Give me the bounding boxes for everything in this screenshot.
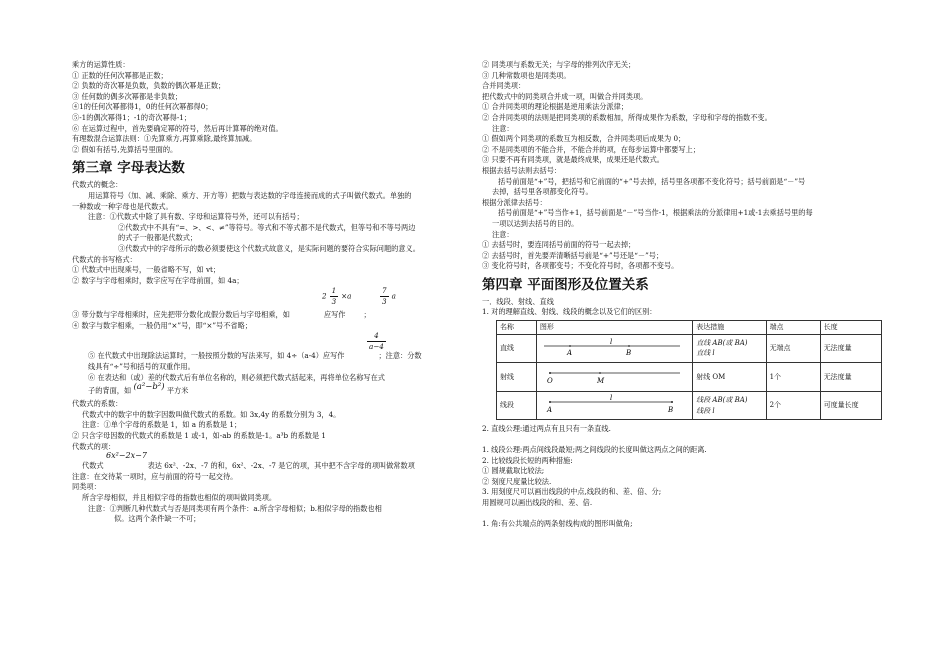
table-cell-method: 直线 AB(或 BA) 直线 l	[693, 334, 766, 363]
def-note-2: ②代数式中不具有“=、>、<、≠”等符号。等式和不等式都不是代数式，但等号和不等号两边	[118, 222, 416, 232]
segment-compass: 用圆规可以画出线段的和、差、倍.	[482, 498, 593, 507]
term-2: 注意：在交待某一项时，应与前面的符号一起交待。	[72, 471, 238, 481]
write-rule-5: ⑤ 在代数式中出现除法运算时，一般按照分数的写法来写，如 4÷（a-4）应写作 ；注意：分数	[88, 351, 422, 361]
figure-label-l: l	[609, 393, 613, 402]
like-terms-2: 注意：①判断几种代数式与否是同类项有两个条件：a.所含字母相似；b.相似字母的指数也相	[88, 503, 382, 513]
def-note-3: ③代数式中的字母所示的数必须要使这个代数式故意义，是实际问题的要符合实际问题的意义。	[118, 243, 420, 253]
like-terms-1: 所含字母相似，并且相似字母的指数也相似的项叫做同类项。	[82, 493, 277, 502]
coef-1: 代数式中的数字中的数字因数叫做代数式的系数。如 3x,4y 的系数分别为 3，4。	[82, 409, 341, 419]
term-1: 代数式 表达 6x²、-2x、-7 的和，6x²、-2x、-7 是它的项，其中把不含字母的项叫做常数项	[82, 461, 415, 471]
segment-diagram	[540, 393, 684, 415]
like-note-3: ③ 几种常数项也是同类项。	[482, 70, 571, 80]
merge-title: 合并同类项：	[482, 81, 526, 91]
dist-rule-2: 一项以达到去括号的目的。	[492, 218, 579, 228]
coef-3: ② 只含字母因数的代数式的系数是 1 或-1，如-ab 的系数是-1。a³b 的系数是 1	[72, 431, 327, 441]
bracket-rule-2: 去掉，括号里各项都变化符号。	[492, 187, 593, 197]
coef-2: 注意：①单个字母的系数是 1，如 a 的系数是 1；	[82, 420, 242, 430]
def-body-1: 用运算符号（加、减、乘除、乘方、开方等）把数与表达数的字母连接而成的式子叫做代数式。单独的	[88, 190, 412, 200]
table-cell-length: 无法度量	[820, 363, 881, 392]
angle-definition: 1. 角:有公共端点的两条射线构成的图形叫做角;	[482, 518, 633, 528]
figure-label-B: B	[667, 405, 674, 414]
merge-rule-1: ① 合并同类项的理论根据是逆用乘法分派律；	[482, 102, 629, 112]
def-note-2b: 的式子一般都是代数式；	[118, 233, 198, 243]
pow-rule-3: ③ 任何数的偶多次幂都是非负数；	[72, 91, 183, 101]
table-row	[497, 334, 882, 363]
pow-rule-4: ④1的任何次幂都得1，0的任何次幂都得0；	[72, 102, 213, 112]
segment-compare-title: 2. 比较线段长短的两种措施:	[482, 455, 573, 465]
like-terms-title: 同类项：	[72, 482, 101, 492]
figure-label-l: l	[609, 337, 613, 346]
table-row	[497, 391, 882, 420]
write-rule-2: ② 数字与字母相乘时，数字应写在字母前面，如 4a；	[72, 275, 244, 285]
write-format-title: 代数式的书写格式：	[72, 254, 137, 264]
bracket-note-3: ③ 变化符号时，各项都变号；不变化符号时，各项都不变号。	[482, 261, 679, 271]
like-terms-3: 似。这两个条件缺一不可；	[114, 514, 201, 524]
def-note-1: 注意：①代数式中除了具有数、字母和运算符号外，还可以有括号；	[88, 212, 304, 222]
ray-figure	[536, 363, 692, 392]
figure-label-M: M	[596, 377, 605, 386]
merge-note-3: ③ 只要不再有同类项，就是最终成果，成果还是代数式。	[482, 155, 664, 165]
improper-fraction: $\frac{7}{3}$	[382, 286, 387, 307]
dist-rule-1: 括号前面是“+”号当作+1，括号前面是“－”号当作-1，根据乘法的分派律用+1或-1去乘括号里的每	[498, 208, 813, 218]
right-column	[482, 60, 882, 529]
table-header: 图形	[536, 321, 692, 335]
segment-ruler: 3. 用刻度尺可以画出线段的中点,线段的和、差、倍、分;	[482, 487, 662, 497]
pow-rule-2: ② 负数的奇次幂是负数，负数的偶次幂是正数；	[72, 81, 226, 91]
mixed-number-formula: 2 $\frac{1}{3}$ ×a	[322, 286, 352, 307]
pow-rule-5: ⑤-1的偶次幂得1；-1的奇次幂得-1；	[72, 112, 192, 122]
write-rule-3-formula-row	[72, 286, 477, 310]
bracket-note-1: ① 去括号时，要连同括号前面的符号一起去掉；	[482, 240, 636, 250]
segment-axiom: 1. 线段公理:两点间线段最短;两之间线段的长度叫做这两点之间的距离.	[482, 445, 707, 455]
pow-rules-title: 乘方的运算性质：	[72, 60, 130, 69]
section-1-item-1: 1. 对的理解直线、射线、线段的概念以及它们的区别：	[482, 307, 657, 317]
term-title: 代数式的项：	[72, 441, 116, 451]
figure-label-A: A	[566, 348, 572, 357]
bracket-note-2: ② 去括号时，首先要弄清晰括号前是“+”号还是“－”号；	[482, 250, 664, 260]
merge-note-title: 注意：	[492, 123, 514, 133]
bracket-rule-title: 根据去括号法则去括号：	[482, 165, 562, 175]
segment-figure	[536, 391, 692, 420]
table-cell-method: 射线 OM	[693, 363, 766, 392]
figure-label-B: B	[625, 348, 632, 357]
write-rule-1: ① 代数式中出现乘号，一般省略不写，如 vt；	[72, 265, 221, 275]
chapter-3-heading: 第三章 字母表达数	[72, 160, 185, 177]
write-rule-5-cont: 线具有“÷”号和括号的双重作用。	[88, 362, 195, 372]
line-axiom: 2. 直线公理:通过两点有且只有一条直线.	[482, 424, 611, 434]
table-cell-name: 线段	[497, 391, 537, 420]
left-column	[72, 60, 477, 525]
table-cell-length: 可度量长度	[820, 391, 881, 420]
table-cell-name: 射线	[497, 363, 537, 392]
table-cell-length: 无法度量	[820, 334, 881, 363]
table-cell-name: 直线	[497, 334, 537, 363]
merge-rule-2: ② 合并同类项的法则是把同类项的系数相加，所得成果作为系数，字母和字母的指数不变。	[482, 112, 772, 122]
write-rule-5-formula-row	[72, 331, 477, 351]
bracket-note-title: 注意：	[492, 229, 514, 239]
mixed-rule-2: ② 假如有括号,先算括号里面的。	[72, 144, 178, 154]
ray-diagram	[540, 364, 684, 386]
pow-rule-1: ① 正数的任何次幂都是正数；	[72, 70, 168, 80]
line-types-table	[496, 320, 882, 420]
bracket-rule-1: 括号前面是“+”号，把括号和它前面的“+”号去掉，括号里各项都不变化符号；括号前面是“－”号	[498, 176, 806, 186]
figure-label-O: O	[546, 377, 553, 386]
like-note-2: ② 同类项与系数无关；与字母的排列次序无关；	[482, 60, 636, 69]
merge-note-2: ② 不是同类项的不能合并，不能合并的项，在每步运算中都要写上；	[482, 144, 700, 154]
figure-label-A: A	[546, 405, 552, 414]
segment-compare-2: ② 刻度尺度量比较法.	[482, 476, 552, 486]
section-1-title: 一．线段、射线、直线	[482, 296, 554, 306]
write-rule-4: ④ 数字与数字相乘，一般仍用“×”号，即“×”号不省略；	[72, 320, 252, 330]
write-rule-6-cont: 子的背面，如 (a²−b²) 平方米	[88, 382, 189, 396]
def-body-2: 一种数或一种字母也是代数式。	[72, 201, 173, 211]
line-figure	[536, 334, 692, 363]
polynomial-expression: 6x²−2x−7	[106, 451, 147, 461]
improper-fraction-formula: $\frac{7}{3}$ a	[382, 286, 396, 307]
table-header: 表达措施	[693, 321, 766, 335]
coef-title: 代数式的系数：	[72, 399, 123, 409]
segment-compare-1: ① 圆规截取比较法;	[482, 466, 545, 476]
table-header: 名称	[497, 321, 537, 335]
write-rule-3: ③ 带分数与字母相乘时，应先把带分数化成假分数后与字母相乘，如 应写作 ；	[72, 310, 371, 320]
table-cell-endpoint: 无端点	[766, 334, 820, 363]
dist-rule-title: 根据分派律去括号：	[482, 197, 547, 207]
table-header: 端点	[766, 321, 820, 335]
chapter-4-heading: 第四章 平面图形及位置关系	[482, 276, 649, 293]
table-header: 长度	[820, 321, 881, 335]
division-fraction: $\frac{4}{a-4}$	[369, 331, 384, 352]
write-rule-6: ⑥ 在表达和（或）差的代数式后有单位名称的，则必须把代数式括起来，再将单位名称写在式	[88, 372, 385, 382]
mixed-fraction: $\frac{1}{3}$	[331, 286, 337, 307]
pow-rule-6: ⑥ 在运算过程中，首先要确定幂的符号，然后再计算幂的绝对值。	[72, 123, 283, 133]
merge-note-1: ① 假如两个同类项的系数互为相反数，合并同类项后成果为 0；	[482, 134, 686, 144]
term-expr-row	[72, 452, 477, 461]
sq-diff-expression: (a²−b²)	[133, 382, 165, 393]
table-cell-endpoint: 1个	[766, 363, 820, 392]
table-header-row	[497, 321, 882, 335]
table-cell-endpoint: 2个	[766, 391, 820, 420]
table-cell-method: 线段 AB(或 BA) 线段 l	[693, 391, 766, 420]
def-title: 代数式的概念：	[72, 180, 123, 190]
line-diagram	[540, 336, 684, 358]
merge-def: 把代数式中的同类项合并成一项，叫做合并同类项。	[482, 91, 648, 101]
table-row	[497, 363, 882, 392]
mixed-rule-title: 有理数混合运算法则：①先算乘方,再算乘除,最终算加减。	[72, 134, 257, 144]
